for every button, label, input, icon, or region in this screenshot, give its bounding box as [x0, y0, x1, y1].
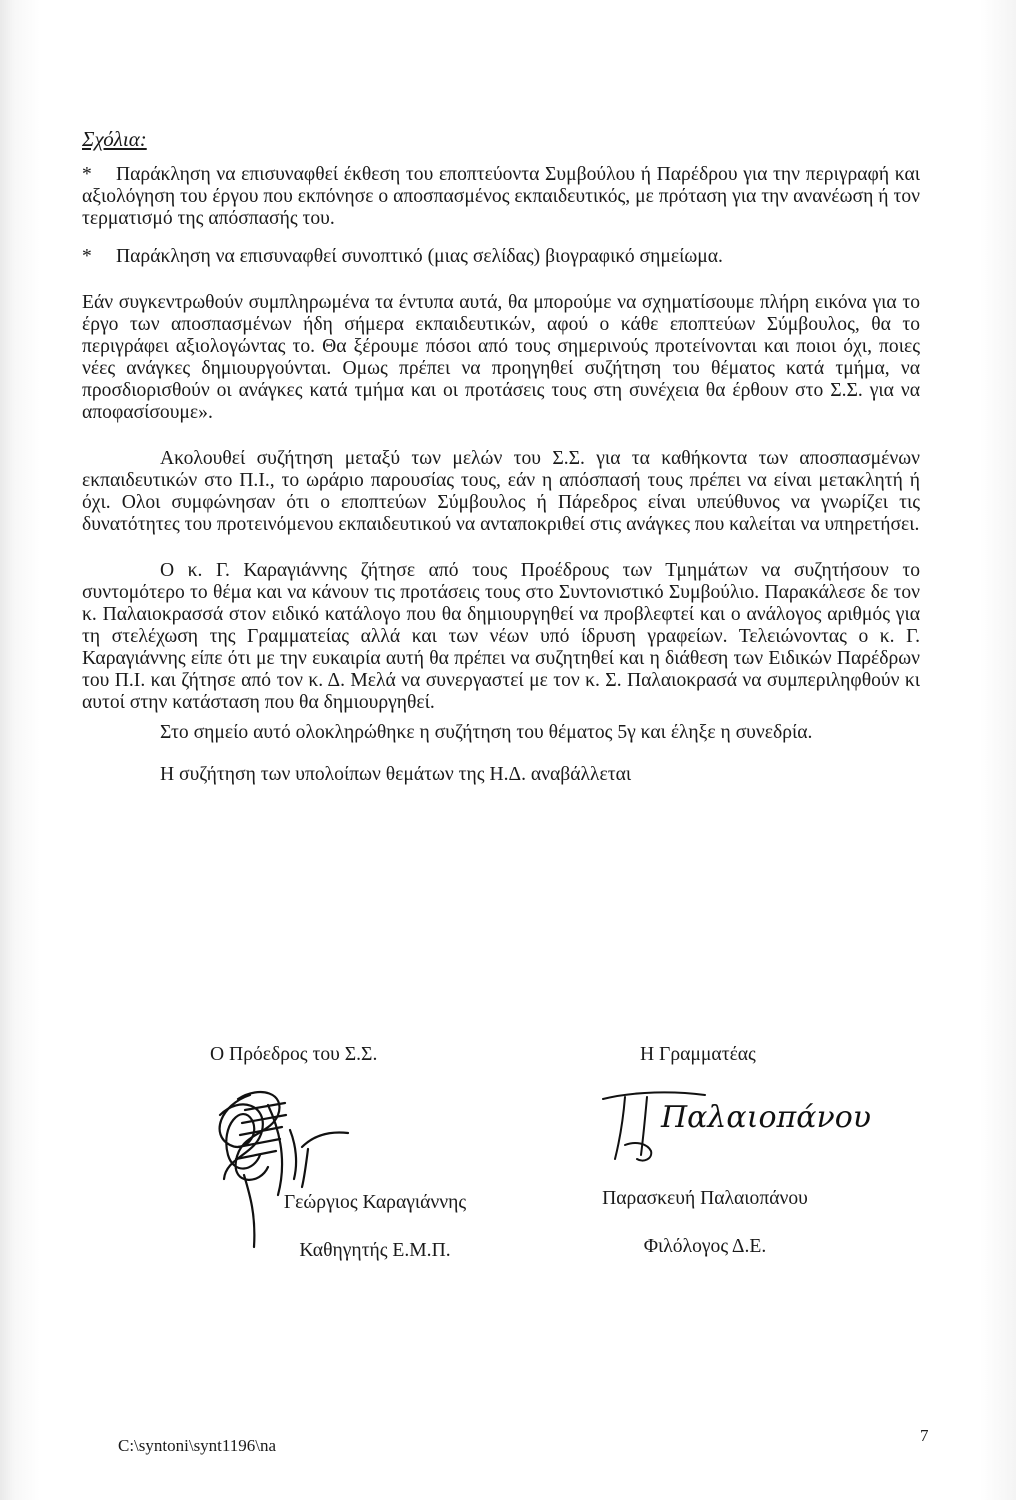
- paragraph-discussion: Ακολουθεί συζήτηση μεταξύ των μελών του Σ.Σ. για τα καθήκοντα των αποσπασμένων εκπαιδευτικών στο Π.Ι., το ωράριο παρουσίας τους, εάν η απόσπασή τους πρέπει να είναι μετακλητή ή όχι. Ολοι συμφώνησαν ότι ο εποπτεύων Σύμβουλος ή Πάρεδρος είναι υπεύθυνος να γνωρίζει τις δυνατότητες του προτεινόμενου εκπαιδευτικού να ανταποκριθεί στις ανάγκες που καλείται να υπηρετήσει.: [82, 448, 920, 535]
- svg-text:Παλαιοπάνου: Παλαιοπάνου: [661, 1100, 872, 1135]
- secretary-role: Φιλόλογος Δ.Ε.: [643, 1236, 767, 1257]
- president-role: Καθηγητής Ε.Μ.Π.: [299, 1240, 451, 1261]
- note-cv: [82, 246, 920, 268]
- note-marker: *: [82, 164, 92, 185]
- president-title: Ο Πρόεδρος του Σ.Σ.: [210, 1044, 378, 1065]
- signature-section: [0, 1040, 1016, 1300]
- paragraph-forms: Εάν συγκεντρωθούν συμπληρωμένα τα έντυπα αυτά, θα μπορούμε να σχηματίσουμε πλήρη εικόνα για το έργο των αποσπασμένων ήδη σήμερα εκπαιδευτικών, αφού ο κάθε εποπτεύων Σύμβουλος, θα το περιγράφει αξιολογώντας το. Θα ξέρουμε πόσοι από τους σημερινούς προτείνονται και ποιοι όχι, ποιες νέες ανάγκες δημιουργούνται. Ομως πρέπει να προηγηθεί συζήτηση του θέματος κατά τμήμα, να προσδιορισθούν οι ανάγκες κατά τμήμα και οι προτάσεις τους στη συνέχεια θα έρθουν στο Σ.Σ. για να αποφασίσουμε».: [82, 292, 920, 423]
- secretary-name: Παρασκευή Παλαιοπάνου: [602, 1188, 808, 1209]
- president-signature-icon: [190, 1075, 360, 1255]
- paragraph-karagiannis: Ο κ. Γ. Καραγιάννης ζήτησε από τους Προέδρους των Τμημάτων να συζητήσουν το συντομότερο το θέμα και να κάνουν τις προτάσεις τους στο Συντονιστικό Συμβούλιο. Παρακάλεσε δε τον κ. Παλαιοκρασσά στον ειδικό κατάλογο που θα δημιουργηθεί να προβλεφτεί και ο ανάλογος αριθμός για τη στελέχωση της Γραμματείας αλλά και των νέων υπό ίδρυση γραφείων. Τελειώνοντας ο κ. Γ. Καραγιάννης είπε ότι με την ευκαιρία αυτή θα πρέπει να συζητηθεί και η διάθεση των Ειδικών Παρέδρων του Π.Ι. και ζήτησε από τον κ. Δ. Μελά να συνεργαστεί με τον κ. Σ. Παλαιοκρασά να συμπεριληφθούν κι αυτοί στην κατάσταση που θα δημιουργηθεί.: [82, 560, 920, 713]
- secretary-signature-icon: [595, 1085, 872, 1175]
- paragraph-postponed: Η συζήτηση των υπολοίπων θεμάτων της Η.Δ. αναβάλλεται: [160, 764, 632, 785]
- note-text: Παράκληση να επισυναφθεί έκθεση του εποπτεύοντα Συμβούλου ή Παρέδρου για την περιγραφή και αξιολόγηση του έργου που εκπόνησε ο αποσπασμένος εκπαιδευτικός, με πρόταση για την ανανέωση ή τον τερματισμό της απόσπασής του.: [82, 164, 920, 229]
- note-report: [82, 164, 920, 230]
- comments-heading: Σχόλια:: [82, 127, 147, 151]
- note-text: Παράκληση να επισυναφθεί συνοπτικό (μιας σελίδας) βιογραφικό σημείωμα.: [116, 246, 723, 267]
- footer-file-path: C:\syntoni\synt1196\na: [118, 1436, 277, 1455]
- paragraph-session-end: Στο σημείο αυτό ολοκληρώθηκε η συζήτηση του θέματος 5γ και έληξε η συνεδρία.: [160, 722, 813, 743]
- note-marker: *: [82, 246, 92, 267]
- document-body: [82, 128, 920, 786]
- secretary-title: Η Γραμματέας: [640, 1044, 756, 1065]
- page-number: 7: [920, 1426, 929, 1445]
- president-name: Γεώργιος Καραγιάννης: [283, 1192, 467, 1213]
